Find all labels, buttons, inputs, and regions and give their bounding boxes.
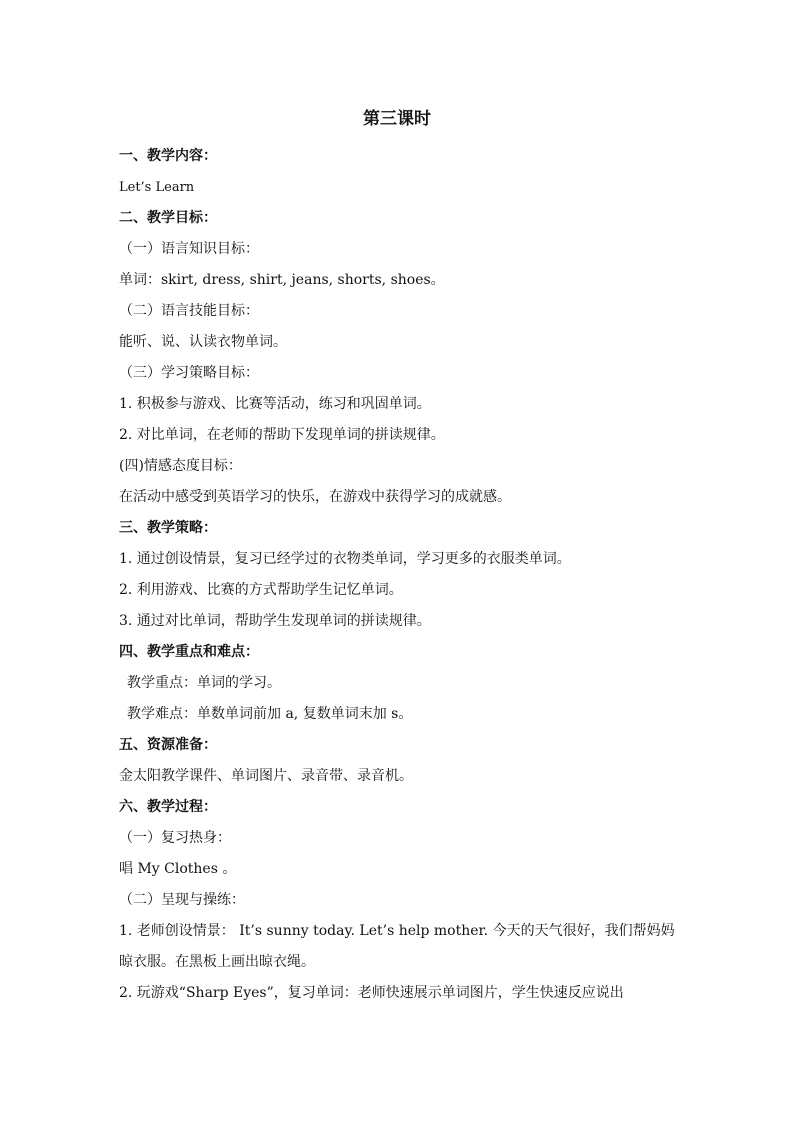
subheading-presentation: （二）呈现与操练： bbox=[119, 892, 245, 908]
section-heading-strategies: 三、教学策略： bbox=[119, 520, 217, 536]
section-heading-resources: 五、资源准备： bbox=[119, 737, 217, 753]
section-heading-content: 一、教学内容： bbox=[119, 148, 217, 164]
vocabulary-text: 单词：skirt, dress, shirt, jeans, shorts, shoes。 bbox=[119, 272, 445, 288]
subheading-learning-strategy: （三）学习策略目标： bbox=[119, 365, 259, 381]
lesson-content bbox=[119, 141, 677, 1009]
teaching-strategy-item-3: 3. 通过对比单词，帮助学生发现单词的拼读规律。 bbox=[119, 613, 431, 629]
emotion-text: 在活动中感受到英语学习的快乐，在游戏中获得学习的成就感。 bbox=[119, 489, 511, 505]
process-step-1: 1. 老师创设情景： It’s sunny today. Let’s help mother. 今天的天气很好，我们帮妈妈晾衣服。在黑板上画出晾衣绳。 bbox=[119, 923, 675, 970]
section-heading-key-points: 四、教学重点和难点： bbox=[119, 644, 259, 660]
strategy-item-2: 2. 对比单词，在老师的帮助下发现单词的拼读规律。 bbox=[119, 427, 445, 443]
content-text: Let’s Learn bbox=[119, 180, 195, 195]
key-point-text: 教学重点：单词的学习。 bbox=[127, 675, 281, 691]
subheading-emotion: (四)情感态度目标： bbox=[119, 458, 242, 474]
section-heading-objectives: 二、教学目标： bbox=[119, 210, 217, 226]
warm-up-text: 唱 My Clothes 。 bbox=[119, 861, 237, 877]
section-heading-process: 六、教学过程： bbox=[119, 799, 217, 815]
teaching-strategy-item-1: 1. 通过创设情景，复习已经学过的衣物类单词，学习更多的衣服类单词。 bbox=[119, 551, 571, 567]
process-step-2: 2. 玩游戏“Sharp Eyes”，复习单词：老师快速展示单词图片，学生快速反应说出 bbox=[119, 985, 624, 1001]
page-title: 第三课时 bbox=[363, 109, 431, 129]
resources-text: 金太阳教学课件、单词图片、录音带、录音机。 bbox=[119, 768, 413, 784]
difficulty-text: 教学难点：单数单词前加 a, 复数单词末加 s。 bbox=[127, 706, 413, 722]
subheading-language-knowledge: （一）语言知识目标： bbox=[119, 241, 259, 257]
subheading-language-skills: （二）语言技能目标： bbox=[119, 303, 259, 319]
teaching-strategy-item-2: 2. 利用游戏、比赛的方式帮助学生记忆单词。 bbox=[119, 582, 403, 598]
strategy-item-1: 1. 积极参与游戏、比赛等活动，练习和巩固单词。 bbox=[119, 396, 431, 412]
skills-text: 能听、说、认读衣物单词。 bbox=[119, 334, 287, 350]
subheading-warm-up: （一）复习热身： bbox=[119, 830, 231, 846]
